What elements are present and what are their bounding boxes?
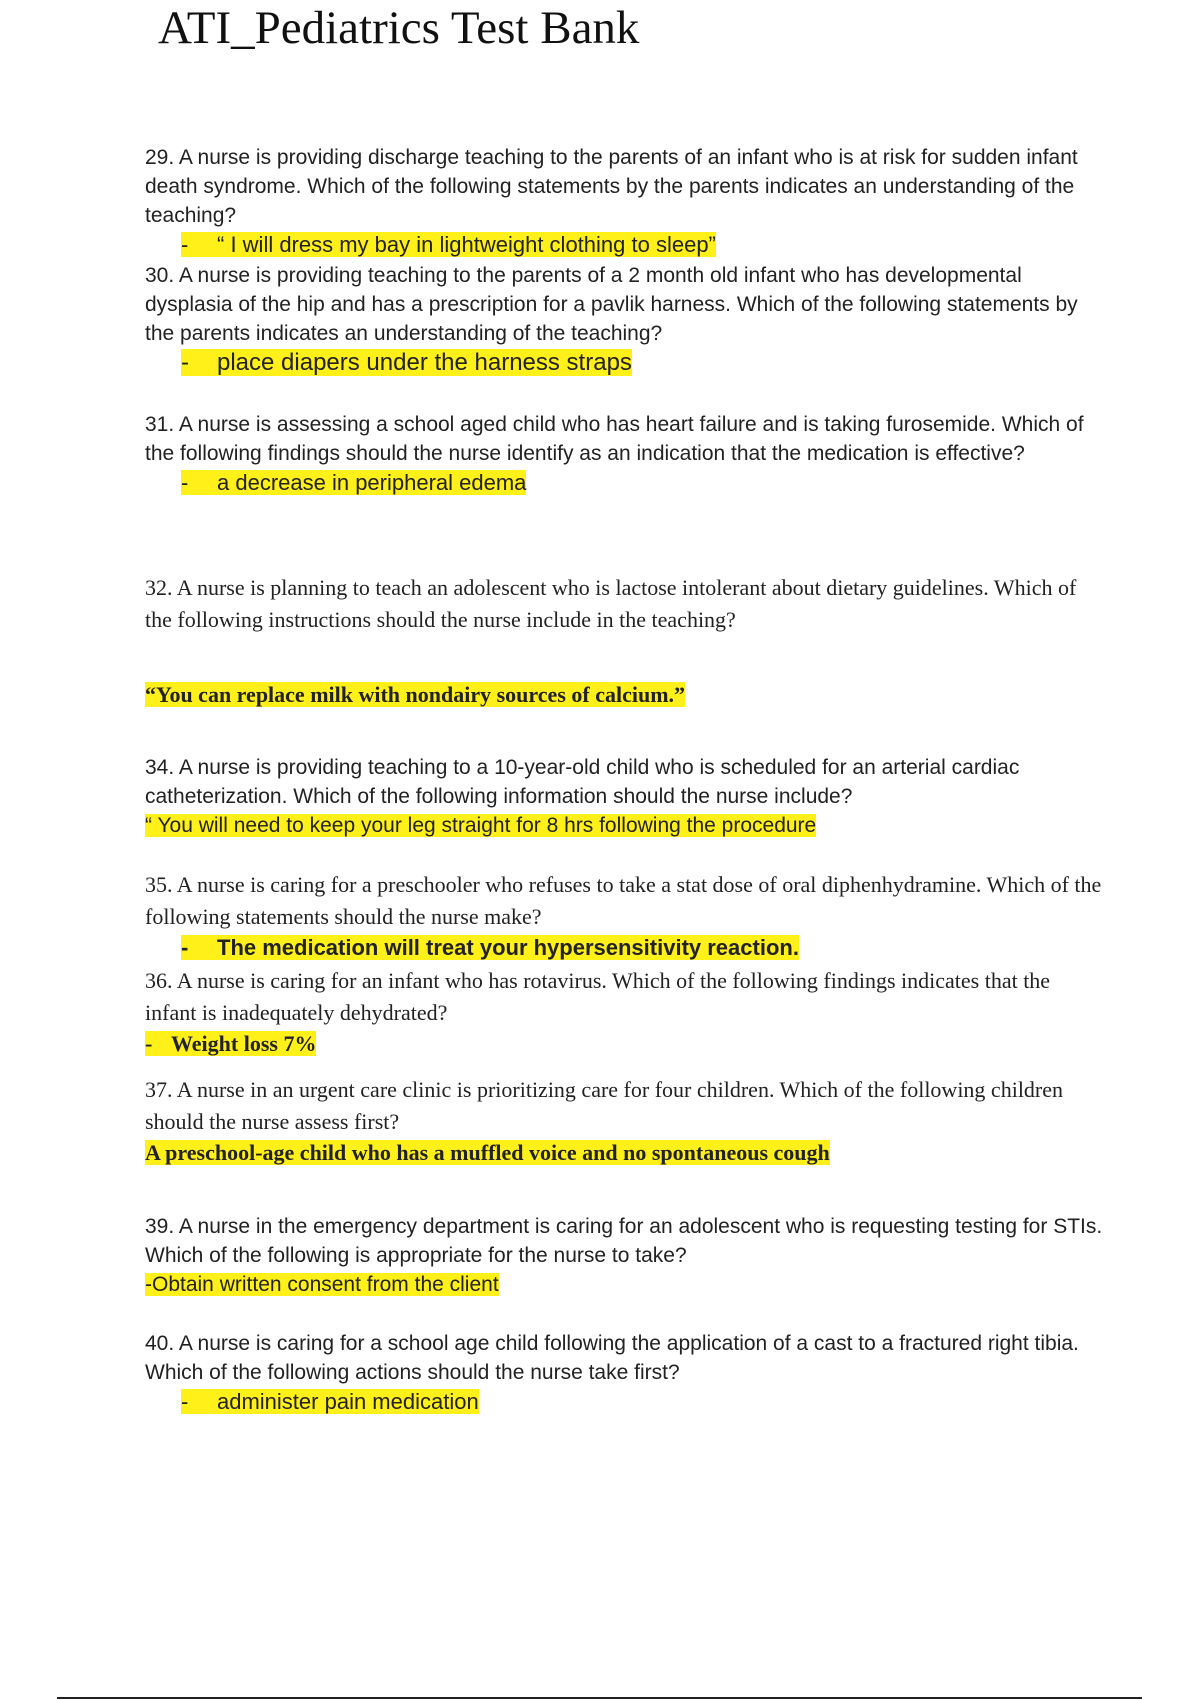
question-text: 36. A nurse is caring for an infant who has rotavirus. Which of the following findings indicates that the infant is inadequately dehydrated? bbox=[145, 968, 1051, 1025]
question-block-36 bbox=[145, 965, 1105, 1059]
answer-text: “You can replace milk with nondairy sources of calcium.” bbox=[145, 682, 686, 707]
answer-highlight bbox=[181, 935, 799, 960]
question-text: 29. A nurse is providing discharge teaching to the parents of an infant who is at risk for sudden infant death syndrome. Which of the following statements by the parents indicates an understanding of the teaching? bbox=[145, 146, 1078, 227]
answer-text: a decrease in peripheral edema bbox=[217, 470, 527, 495]
question-block-30 bbox=[145, 261, 1105, 378]
answer-text: -Obtain written consent from the client bbox=[145, 1273, 499, 1296]
question-block-34 bbox=[145, 753, 1105, 841]
answer-highlight bbox=[181, 1389, 479, 1414]
question-text: 32. A nurse is planning to teach an adolescent who is lactose intolerant about dietary guidelines. Which of the following instructions should the nurse include in the teaching? bbox=[145, 575, 1077, 632]
page-title: ATI_Pediatrics Test Bank bbox=[158, 2, 640, 54]
answer-highlight bbox=[181, 470, 526, 495]
question-block-29 bbox=[145, 143, 1105, 260]
bullet-marker: - bbox=[145, 1031, 153, 1056]
question-block-40 bbox=[145, 1329, 1105, 1417]
question-text: 40. A nurse is caring for a school age child following the application of a cast to a fractured right tibia. Which of the following actions should the nurse take first? bbox=[145, 1332, 1079, 1384]
question-block-35 bbox=[145, 869, 1105, 963]
answer-highlight bbox=[181, 349, 632, 376]
question-block-37 bbox=[145, 1074, 1105, 1168]
question-text: 35. A nurse is caring for a preschooler who refuses to take a stat dose of oral diphenhydramine. Which of the following statements should the nurse make? bbox=[145, 872, 1102, 929]
bullet-marker: - bbox=[181, 232, 189, 257]
question-block-31 bbox=[145, 410, 1105, 498]
question-block-39 bbox=[145, 1212, 1105, 1300]
question-text: 34. A nurse is providing teaching to a 10-year-old child who is scheduled for an arterial cardiac catheterization. Which of the following information should the nurse include? bbox=[145, 756, 1020, 808]
bullet-marker: - bbox=[181, 1389, 189, 1414]
answer-text: place diapers under the harness straps bbox=[217, 349, 632, 376]
answer-highlight bbox=[181, 232, 716, 257]
answer-text: “ You will need to keep your leg straight for 8 hrs following the procedure bbox=[145, 814, 817, 837]
answer-text: Weight loss 7% bbox=[171, 1031, 317, 1056]
answer-text: “ I will dress my bay in lightweight clothing to sleep” bbox=[217, 232, 716, 257]
question-text: 30. A nurse is providing teaching to the parents of a 2 month old infant who has developmental dysplasia of the hip and has a prescription for a pavlik harness. Which of the following statements by the parents indicates an understanding of the teaching? bbox=[145, 264, 1078, 345]
bullet-marker: - bbox=[181, 935, 189, 960]
bullet-marker: - bbox=[181, 470, 189, 495]
question-text: 37. A nurse in an urgent care clinic is prioritizing care for four children. Which of the following children should the nurse assess first? bbox=[145, 1077, 1064, 1134]
question-text: 39. A nurse in the emergency department is caring for an adolescent who is requesting testing for STIs. Which of the following is appropriate for the nurse to take? bbox=[145, 1215, 1103, 1267]
question-block-32 bbox=[145, 572, 1105, 710]
answer-text: A preschool-age child who has a muffled voice and no spontaneous cough bbox=[145, 1140, 830, 1165]
answer-highlight bbox=[145, 1031, 316, 1056]
answer-text: administer pain medication bbox=[217, 1389, 479, 1414]
bullet-marker: - bbox=[181, 349, 189, 376]
answer-text: The medication will treat your hypersensitivity reaction. bbox=[217, 935, 799, 960]
page-bottom-rule bbox=[57, 1697, 1142, 1699]
question-text: 31. A nurse is assessing a school aged child who has heart failure and is taking furosemide. Which of the following findings should the nurse identify as an indication that the medication is effective? bbox=[145, 413, 1084, 465]
